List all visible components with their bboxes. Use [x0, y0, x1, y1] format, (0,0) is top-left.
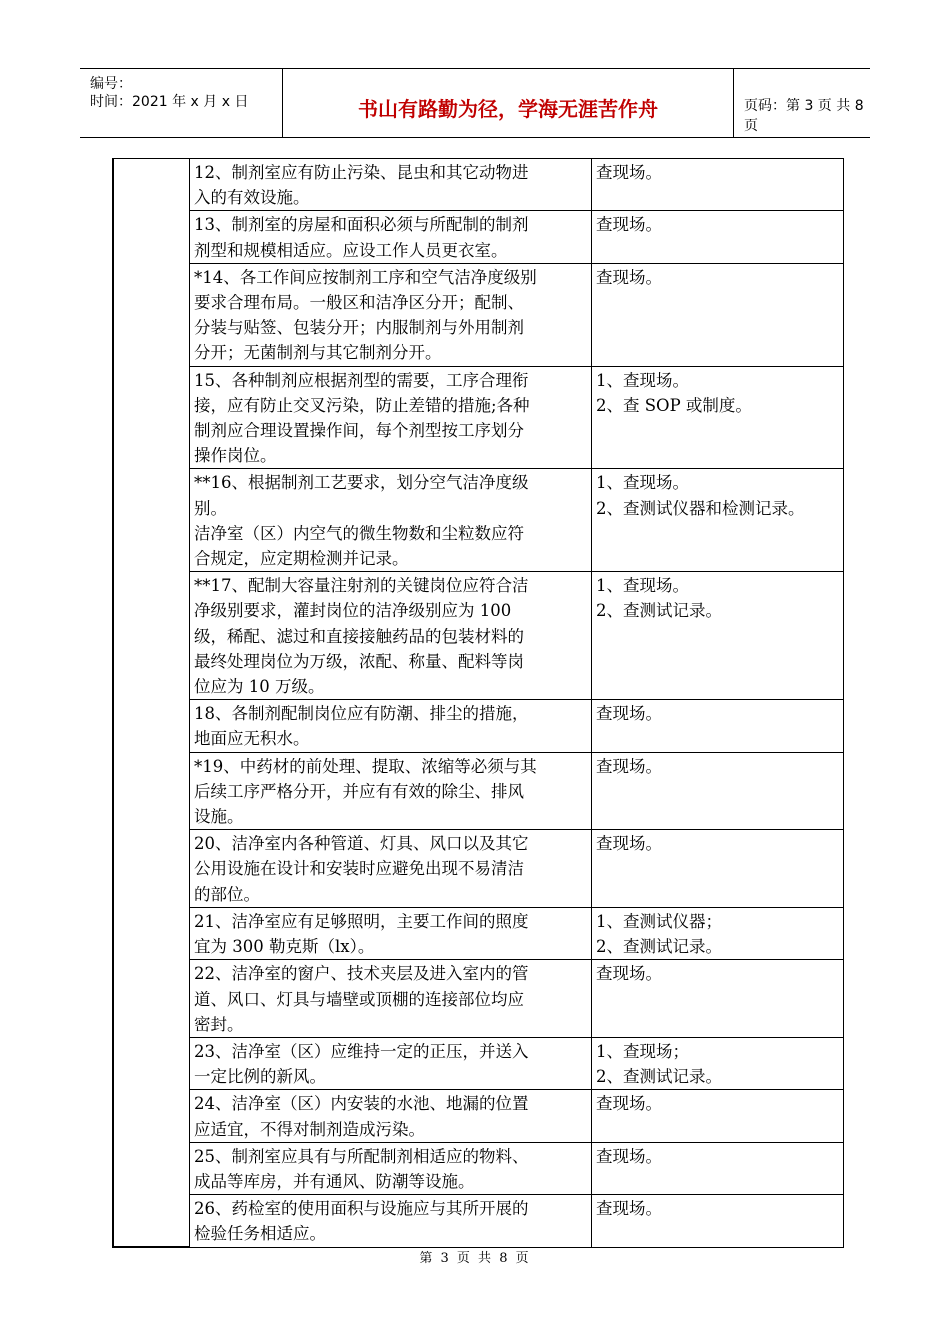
inspection-method-text: 1、查现场； 2、查测试记录。 [596, 1041, 722, 1087]
inspection-method-text: 1、查测试仪器； 2、查测试记录。 [596, 911, 722, 957]
inspection-method-cell [592, 159, 844, 211]
requirement-text: 21、洁净室应有足够照明，主要工作间的照度 宜为 300 勒克斯（lx）。 [194, 911, 529, 957]
inspection-method-text: 查现场。 [596, 163, 662, 182]
inspection-method-cell [592, 1195, 844, 1247]
inspection-method-cell [592, 263, 844, 366]
inspection-method-text: 查现场。 [596, 964, 662, 984]
table-row [113, 830, 844, 908]
inspection-method-cell [592, 211, 844, 263]
requirement-cell [190, 572, 592, 700]
table-row [113, 1090, 844, 1142]
inspection-method-cell [592, 907, 844, 959]
requirement-cell [190, 1037, 592, 1089]
table-row [113, 1142, 844, 1194]
inspection-method-text: 1、查现场。 2、查测试仪器和检测记录。 [596, 473, 805, 518]
requirement-text: *19、中药材的前处理、提取、浓缩等必须与其 后续工序严格分开，并应有有效的除尘、排风 设施。 [194, 756, 537, 827]
requirement-text: 22、洁净室的窗户、技术夹层及进入室内的管 道、风口、灯具与墙壁或顶棚的连接部位均应 密封。 [194, 964, 529, 1034]
inspection-method-cell [592, 366, 844, 469]
requirement-text: 18、各制剂配制岗位应有防潮、排尘的措施， 地面应无积水。 [194, 704, 529, 749]
page-footer: 第 3 页 共 8 页 [419, 1251, 531, 1266]
inspection-method-text: 1、查现场。 2、查 SOP 或制度。 [596, 370, 752, 415]
inspection-table [112, 158, 844, 1248]
inspection-method-cell [592, 700, 844, 752]
requirement-cell [190, 907, 592, 959]
requirement-text: 12、制剂室应有防止污染、昆虫和其它动物进 入的有效设施。 [194, 163, 529, 208]
requirement-cell [190, 211, 592, 263]
table-row [113, 907, 844, 959]
requirement-cell [190, 366, 592, 469]
table-row [113, 263, 844, 366]
requirement-cell [190, 469, 592, 572]
inspection-method-cell [592, 960, 844, 1038]
table-row [113, 572, 844, 700]
requirement-text: 26、药检室的使用面积与设施应与其所开展的 检验任务相适应。 [194, 1199, 529, 1244]
inspection-method-text: 查现场。 [596, 834, 662, 854]
inspection-method-text: 查现场。 [596, 215, 662, 235]
inspection-method-cell [592, 1090, 844, 1142]
inspection-method-cell [592, 1037, 844, 1089]
header-page-number: 页码：第 3 页 共 8 页 [744, 98, 864, 134]
inspection-method-cell [592, 1142, 844, 1194]
inspection-method-text: 查现场。 [596, 1146, 662, 1166]
inspection-method-cell [592, 572, 844, 700]
requirement-cell [190, 700, 592, 752]
table-row [113, 366, 844, 469]
requirement-text: 13、制剂室的房屋和面积必须与所配制的制剂 剂型和规模相适应。应设工作人员更衣室。 [194, 215, 529, 260]
header-right-cell [732, 69, 870, 137]
inspection-method-text: 1、查现场。 2、查测试记录。 [596, 576, 722, 621]
requirement-cell [190, 263, 592, 366]
requirement-cell [190, 752, 592, 830]
requirement-cell [190, 1090, 592, 1142]
requirement-text: 24、洁净室（区）内安装的水池、地漏的位置 应适宜，不得对制剂造成污染。 [194, 1094, 529, 1139]
category-column-cell [113, 159, 190, 1248]
requirement-cell [190, 159, 592, 211]
header-motto: 书山有路勤为径，学海无涯苦作舟 [358, 97, 658, 121]
requirement-cell [190, 1195, 592, 1247]
header-center-cell [282, 69, 734, 137]
table-row [113, 1037, 844, 1089]
requirement-text: *14、各工作间应按制剂工序和空气洁净度级别 要求合理布局。一般区和洁净区分开；配制、 分装与贴签、包装分开；内服制剂与外用制剂 分开；无菌制剂与其它制剂分开。 [194, 267, 537, 363]
requirement-text: 25、制剂室应具有与所配制剂相适应的物料、 成品等库房，并有通风、防潮等设施。 [194, 1146, 529, 1191]
document-date-label: 时间：2021 年 x 月 x 日 [90, 94, 249, 110]
inspection-method-cell [592, 469, 844, 572]
inspection-method-cell [592, 830, 844, 908]
requirement-cell [190, 1142, 592, 1194]
requirement-text: 23、洁净室（区）应维持一定的正压，并送入 一定比例的新风。 [194, 1041, 529, 1087]
inspection-method-text: 查现场。 [596, 756, 662, 776]
inspection-method-text: 查现场。 [596, 1094, 662, 1114]
inspection-method-text: 查现场。 [596, 704, 662, 724]
document-number-label: 编号： [90, 76, 132, 92]
header-left-cell [80, 69, 282, 137]
table-row [113, 211, 844, 263]
inspection-method-cell [592, 752, 844, 830]
requirement-text: **17、配制大容量注射剂的关键岗位应符合洁 净级别要求，灌封岗位的洁净级别应为 100 级，稀配、滤过和直接接触药品的包装材料的 最终处理岗位为万级，浓配、称量、配料等岗 位应为 10 万级。 [194, 576, 529, 697]
requirement-cell [190, 830, 592, 908]
requirement-cell [190, 960, 592, 1038]
page-header [80, 68, 870, 138]
inspection-method-text: 查现场。 [596, 1199, 662, 1219]
requirement-text: 15、各种制剂应根据剂型的需要，工序合理衔 接，应有防止交叉污染，防止差错的措施;各种 制剂应合理设置操作间，每个剂型按工序划分 操作岗位。 [194, 370, 530, 466]
table-row [113, 960, 844, 1038]
table-row [113, 752, 844, 830]
table-row [113, 1195, 844, 1247]
requirement-text: 20、洁净室内各种管道、灯具、风口以及其它 公用设施在设计和安装时应避免出现不易清洁 的部位。 [194, 834, 529, 904]
table-row [113, 469, 844, 572]
inspection-method-text: 查现场。 [596, 267, 662, 287]
requirement-text: **16、根据制剂工艺要求，划分空气洁净度级 别。 洁净室（区）内空气的微生物数和尘粒数应符 合规定，应定期检测并记录。 [194, 473, 529, 569]
table-row [113, 159, 844, 211]
table-row [113, 700, 844, 752]
